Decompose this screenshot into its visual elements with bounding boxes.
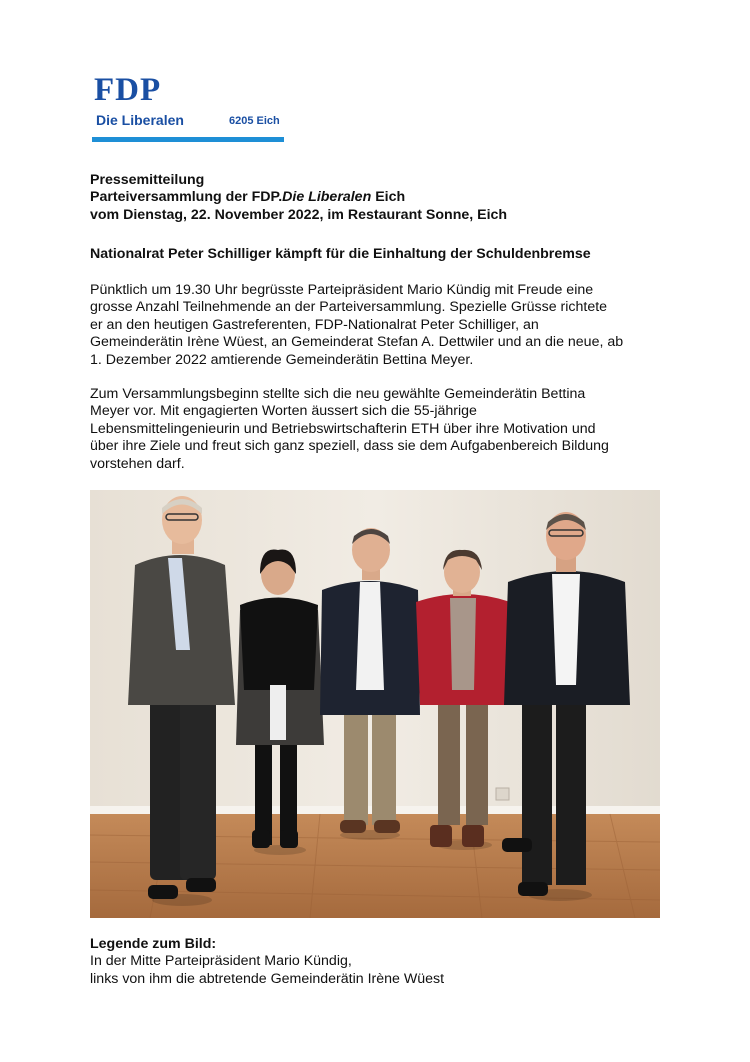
- logo-brand: FDP: [94, 72, 162, 108]
- header-line-3: vom Dienstag, 22. November 2022, im Restaurant Sonne, Eich: [90, 206, 508, 223]
- paragraph-1-line: 1. Dezember 2022 amtierende Gemeinderätin Bettina Meyer.: [90, 351, 474, 368]
- paragraph-2-line: Meyer vor. Mit engagierten Worten äussert sich die 55-jährige: [90, 403, 477, 420]
- caption-title: Legende zum Bild:: [90, 936, 217, 952]
- paragraph-1-line: grosse Anzahl Teilnehmende an der Parteiversammlung. Spezielle Grüsse richtete: [90, 299, 608, 316]
- paragraph-2: [90, 386, 670, 473]
- paragraph-2-line: über ihre Ziele und freut sich ganz speziell, dass sie dem Aufgabenbereich Bildung: [90, 438, 609, 455]
- group-photo: [90, 490, 660, 918]
- photo-caption: [90, 936, 670, 988]
- paragraph-2-line: vorstehen darf.: [90, 455, 185, 472]
- header-line-2: [90, 189, 670, 206]
- article-headline: Nationalrat Peter Schilliger kämpft für die Einhaltung der Schuldenbremse: [90, 246, 591, 262]
- paragraph-1: [90, 282, 670, 369]
- header-line-2-a: Parteiversammlung der FDP.: [90, 189, 283, 206]
- paragraph-1-line: er an den heutigen Gastreferenten, FDP-Nationalrat Peter Schilliger, an: [90, 316, 539, 333]
- logo-bar: [92, 137, 284, 142]
- paragraph-1-line: Gemeinderätin Irène Wüest, an Gemeinderat Stefan A. Dettwiler und an die neue, ab: [90, 334, 624, 351]
- logo-location: 6205 Eich: [229, 115, 280, 127]
- paragraph-1-line: Pünktlich um 19.30 Uhr begrüsste Parteipräsident Mario Kündig mit Freude eine: [90, 282, 594, 298]
- caption-line-2: links von ihm die abtretende Gemeinderätin Irène Wüest: [90, 970, 445, 987]
- press-header: [90, 172, 670, 224]
- fdp-logo: [92, 72, 284, 144]
- caption-line-1: In der Mitte Parteipräsident Mario Kündig,: [90, 953, 352, 970]
- header-line-2-b: Die Liberalen: [282, 189, 372, 206]
- logo-subtitle: Die Liberalen: [96, 112, 184, 128]
- header-line-1: Pressemitteilung: [90, 172, 205, 188]
- paragraph-2-line: Zum Versammlungsbeginn stellte sich die neu gewählte Gemeinderätin Bettina: [90, 386, 586, 402]
- header-line-2-c: Eich: [371, 189, 406, 206]
- paragraph-2-line: Lebensmittelingenieurin und Betriebswirtschafterin ETH über ihre Motivation und: [90, 420, 596, 437]
